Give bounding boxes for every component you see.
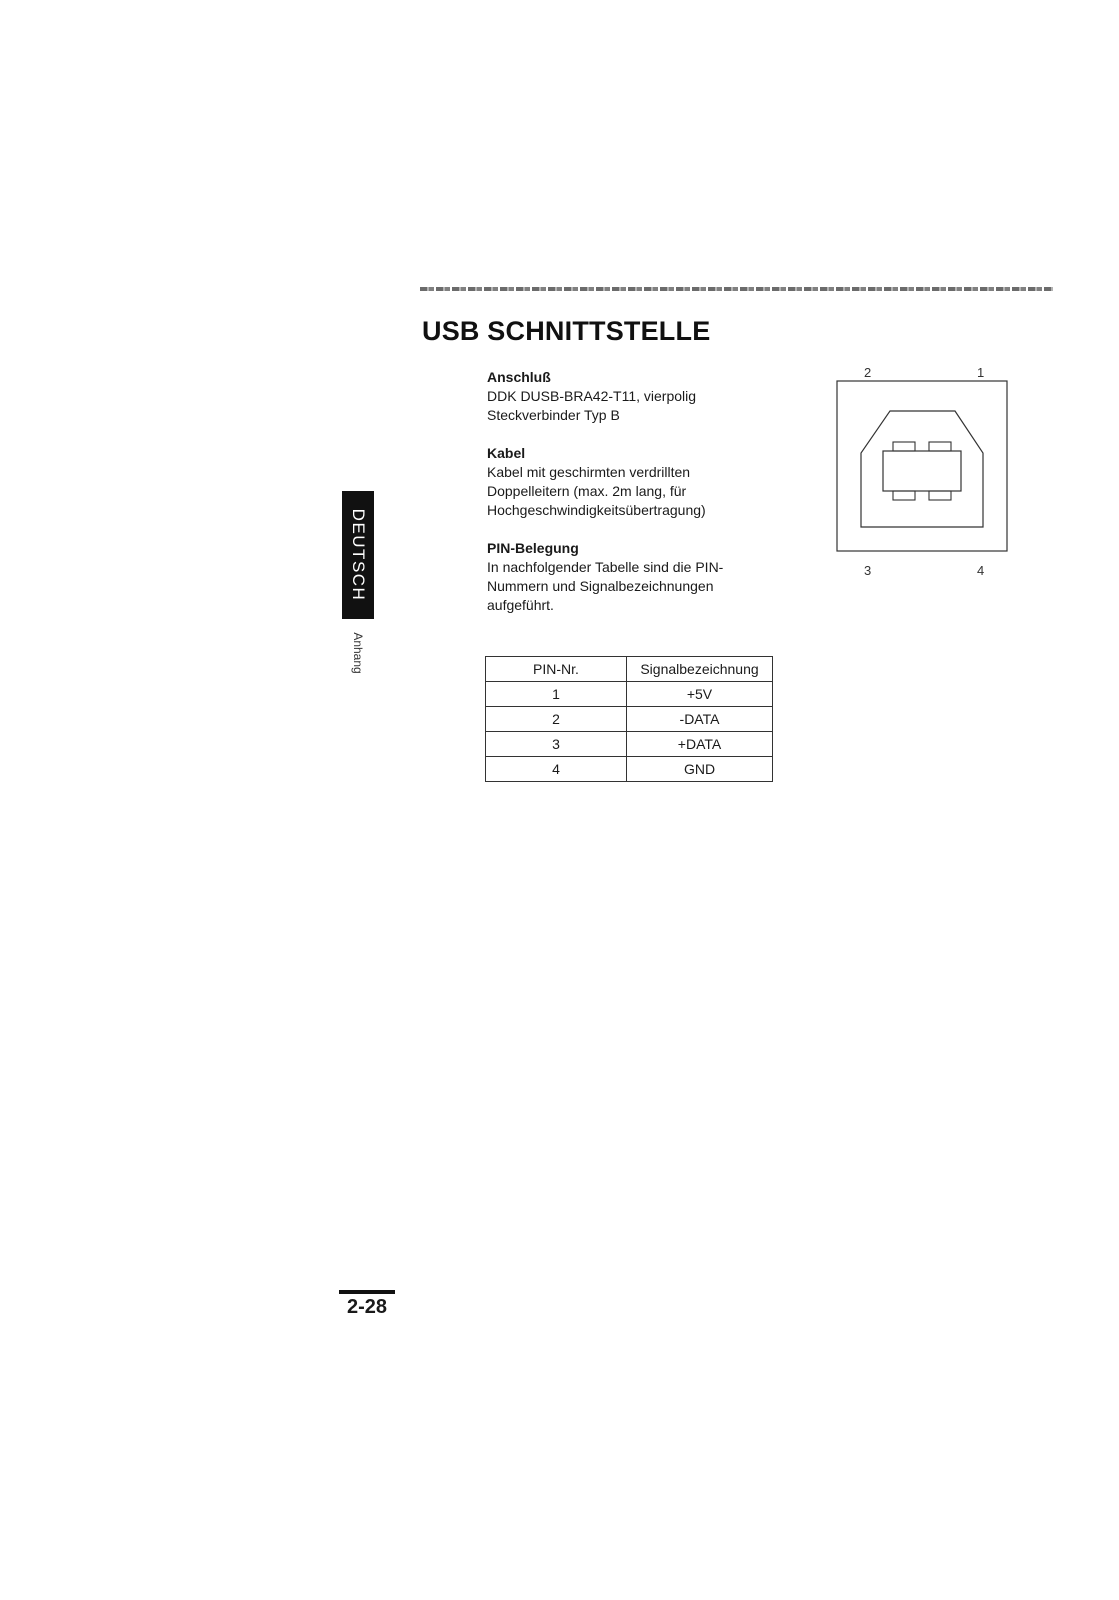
section-text: In nachfolgender Tabelle sind die PIN- [487,559,724,575]
table-row [486,707,773,732]
signal-cell: GND [627,757,773,782]
section-anschluss [487,368,787,425]
pin-cell: 4 [486,757,627,782]
section-text: Doppelleitern (max. 2m lang, für [487,483,687,499]
section-pin-belegung [487,539,787,615]
page-title: USB SCHNITTSTELLE [422,316,711,346]
section-heading: Anschluß [487,369,551,385]
column-header-pin: PIN-Nr. [486,657,627,682]
language-tab [342,491,374,619]
pin-cell: 2 [486,707,627,732]
section-text: Nummern und Signalbezeichnungen [487,578,714,594]
section-text: DDK DUSB-BRA42-T11, vierpolig [487,388,697,404]
pin-label-3: 3 [864,563,872,578]
pin-cell: 3 [486,732,627,757]
pin-label-2: 2 [864,365,872,380]
signal-cell: -DATA [627,707,773,732]
table-header-row [486,657,773,682]
signal-cell: +5V [627,682,773,707]
section-kabel [487,444,787,520]
pin-label-4: 4 [977,563,985,578]
column-header-signal: Signalbezeichnung [627,657,773,682]
signal-cell: +DATA [627,732,773,757]
section-text: aufgeführt. [487,597,554,613]
pin-table [485,656,773,782]
chapter-label-box [350,630,366,676]
section-text: Kabel mit geschirmten verdrillten [487,464,691,480]
table-row [486,732,773,757]
section-text: Hochgeschwindigkeitsübertragung) [487,502,706,518]
section-text: Steckverbinder Typ B [487,407,620,423]
usb-b-connector-drawing [835,365,1025,580]
section-heading: Kabel [487,445,526,461]
page-number: 2-28 [339,1290,395,1319]
pin-cell: 1 [486,682,627,707]
table-row [486,757,773,782]
pin-label-1: 1 [977,365,985,380]
section-heading: PIN-Belegung [487,540,579,556]
language-tab-label: DEUTSCH [349,508,368,602]
chapter-label: Anhang [351,632,365,674]
usb-b-connector-diagram [835,365,1025,580]
table-row [486,682,773,707]
header-rule [420,287,1053,291]
